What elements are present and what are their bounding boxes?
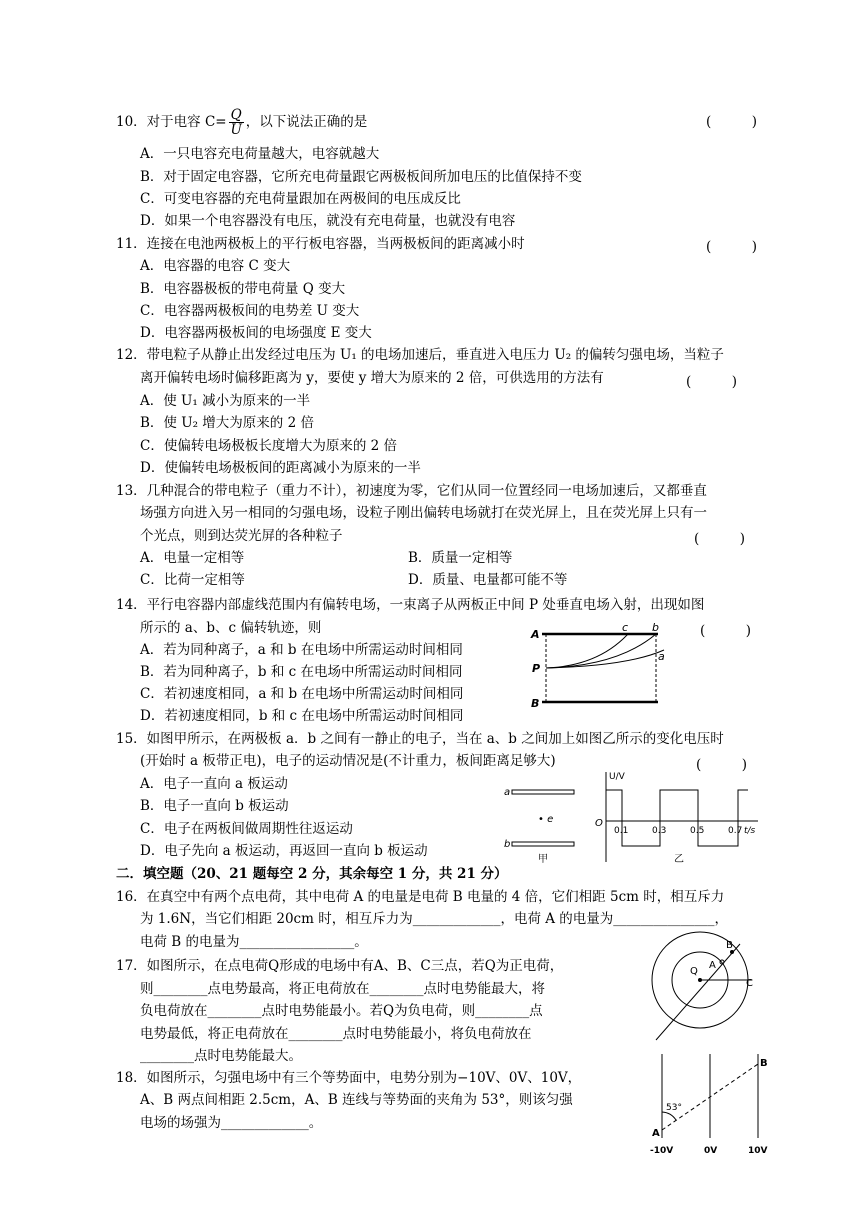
q15-answer-paren[interactable]: ( ) [696, 757, 748, 773]
q13-stem-line2: 场强方向进入另一相同的匀强电场，设粒子刚出偏转电场就打在荧光屏上，且在荧光屏上只有一 [140, 505, 707, 521]
tick-0-7: 0.7 [728, 826, 743, 836]
q10-option-a: A．一只电容充电荷量越大，电容就越大 [140, 146, 380, 162]
q12-option-c: C．使偏转电场极板长度增大为原来的 2 倍 [140, 438, 398, 454]
q12-stem-line2: 离开偏转电场时偏移距离为 y，要使 y 增大为原来的 2 倍，可供选用的方法有 [140, 370, 604, 386]
q14-answer-paren[interactable]: ( ) [700, 623, 752, 639]
q11-option-c: C．电容器两极板间的电势差 U 变大 [140, 303, 360, 319]
plate-a [512, 790, 574, 794]
field-line [656, 944, 740, 1040]
label-b-plate: B [531, 697, 540, 710]
tick-0-5: 0.5 [690, 826, 705, 836]
point-charge-field-figure [648, 930, 764, 1046]
q13-option-d: D．质量、电量都可能不等 [408, 572, 568, 588]
q10-option-c: C．可变电容器的充电荷量跟加在两极间的电压成反比 [140, 191, 461, 207]
figure-jia-plates [500, 770, 600, 866]
q11-answer-paren[interactable]: ( ) [706, 239, 758, 255]
t-axis-label: t/s [744, 826, 756, 836]
capacitance-fraction: $\frac{Q}{U}$ [230, 107, 242, 138]
q16-line2: 为 1.6N，当它们相距 20cm 时，相互斥力为_____________，电荷 A 的电量为_______________， [140, 911, 729, 927]
angle-arc [662, 1112, 676, 1120]
q17-line1: 17．如图所示，在点电荷Q形成的电场中有A、B、C三点，若Q为正电荷， [116, 958, 564, 974]
deflection-trajectory-figure [528, 620, 678, 714]
q17-line3: 负电荷放在________点时电势能最小。若Q为负电荷，则________点 [140, 1003, 543, 1019]
q17-line5: ________点时电势能最大。 [140, 1048, 302, 1064]
u-axis-label: U/V [609, 772, 625, 782]
origin-label: O [595, 818, 603, 829]
q10-option-b: B．对于固定电容器，它所充电荷量跟它两极板间所加电压的比值保持不变 [140, 169, 582, 185]
q18-line2: A、B 两点间相距 2.5cm，A、B 连线与等势面的夹角为 53°，则该匀强 [140, 1092, 573, 1108]
q14-option-c: C．若初速度相同，a 和 b 在电场中所需运动时间相同 [140, 686, 464, 702]
q15-option-b: B．电子一直向 b 板运动 [140, 798, 289, 814]
charge-q-dot [698, 978, 702, 982]
label-a: A [709, 960, 716, 971]
q10-stem: 10．对于电容 C= $\frac{Q}{U}$ ，以下说法正确的是 [116, 107, 368, 138]
label-b: B [726, 940, 733, 951]
q11-stem: 11．连接在电池两极板上的平行板电容器，当两极板间的距离减小时 [116, 236, 525, 252]
q15-option-a: A．电子一直向 a 板运动 [140, 776, 288, 792]
q11-option-b: B．电容器极板的带电荷量 Q 变大 [140, 281, 346, 297]
q16-line1: 16．在真空中有两个点电荷，其中电荷 A 的电量是电荷 B 电量的 4 倍，它们相距 5cm 时，相互斥力 [116, 889, 725, 905]
potential-label-minus10: -10V [650, 1146, 674, 1156]
q14-option-b: B．若为同种离子，b 和 c 在电场中所需运动时间相同 [140, 664, 463, 680]
label-b: B [760, 1058, 768, 1069]
square-wave [606, 790, 748, 846]
label-a-plate: A [531, 628, 540, 641]
q12-stem-line1: 12．带电粒子从静止出发经过电压为 U₁ 的电场加速后，垂直进入电压力 U₂ 的偏转匀强电场，当粒子 [116, 347, 724, 363]
q12-option-b: B．使 U₂ 增大为原来的 2 倍 [140, 415, 314, 431]
potential-label-0: 0V [704, 1146, 718, 1156]
label-a: a [658, 650, 665, 663]
q13-stem-line3: 个光点，则到达荧光屏的各种粒子 [140, 528, 343, 544]
label-b: b [652, 621, 659, 634]
q14-stem-line2: 所示的 a、b、c 偏转轨迹，则 [140, 620, 322, 636]
q15-option-d: D．电子先向 a 板运动，再返回一直向 b 板运动 [140, 843, 428, 859]
figure-jia-caption: 甲 [538, 854, 548, 865]
section-fill-in-heading: 二．填空题（20、21 题每空 2 分，其余每空 1 分，共 21 分） [116, 866, 508, 882]
q13-answer-paren[interactable]: ( ) [694, 531, 746, 547]
label-c: c [622, 621, 629, 634]
q14-option-a: A．若为同种离子，a 和 b 在电场中所需运动时间相同 [140, 642, 463, 658]
label-a: a [504, 787, 511, 798]
potential-label-10: 10V [748, 1146, 768, 1156]
q15-stem-line2: (开始时 a 板带正电)，电子的运动情况是(不计重力，板间距离足够大) [140, 753, 556, 769]
q12-option-a: A．使 U₁ 减小为原来的一半 [140, 393, 311, 409]
q12-answer-paren[interactable]: ( ) [686, 374, 738, 390]
label-b: b [504, 839, 511, 850]
uniform-field-figure [648, 1052, 772, 1158]
q17-line4: 电势最低，将正电荷放在________点时电势能最小，将负电荷放在 [140, 1026, 532, 1042]
q18-line3: 电场的场强为_____________。 [140, 1115, 323, 1131]
tick-0-3: 0.3 [652, 826, 667, 836]
q13-option-c: C．比荷一定相等 [140, 572, 245, 588]
q11-option-a: A．电容器的电容 C 变大 [140, 258, 291, 274]
plate-b [512, 842, 574, 846]
electron-label: • e [538, 814, 554, 825]
q15-stem-line1: 15．如图甲所示，在两极板 a．b 之间有一静止的电子，当在 a、b 之间加上如图乙所示的变化电压时 [116, 731, 724, 747]
q15-option-c: C．电子在两板间做周期性往返运动 [140, 821, 353, 837]
q14-option-d: D．若初速度相同，b 和 c 在电场中所需运动时间相同 [140, 708, 464, 724]
q12-option-d: D．使偏转电场极板间的距离减小为原来的一半 [140, 460, 421, 476]
q10-option-d: D．如果一个电容器没有电压，就没有充电荷量，也就没有电容 [140, 213, 516, 229]
trajectory-b [546, 634, 656, 668]
q18-line1: 18．如图所示，匀强电场中有三个等势面中，电势分别为−10V、0V、10V， [116, 1070, 582, 1086]
q11-option-d: D．电容器两极板间的电场强度 E 变大 [140, 325, 372, 341]
label-q: Q [690, 966, 698, 977]
q13-stem-line1: 13．几种混合的带电粒子（重力不计），初速度为零，它们从同一位置经同一电场加速后，又都垂直 [116, 483, 707, 499]
label-a: A [652, 1128, 660, 1139]
figure-yi-voltage-graph [588, 768, 764, 866]
q16-line3: 电荷 B 的电量为_________________。 [140, 934, 368, 950]
label-c: C [746, 978, 753, 989]
label-p: P [532, 662, 541, 675]
q14-stem-line1: 14．平行电容器内部虚线范围内有偏转电场，一束离子从两板正中间 P 处垂直电场入射，出现如图 [116, 597, 705, 613]
q17-line2: 则________点电势最高，将正电荷放在________点时电势能最大，将 [140, 981, 545, 997]
figure-yi-caption: 乙 [674, 854, 684, 865]
q13-option-a: A．电量一定相等 [140, 550, 245, 566]
tick-0-1: 0.1 [614, 826, 629, 836]
q10-answer-paren[interactable]: ( ) [706, 114, 758, 130]
angle-label: 53° [666, 1103, 682, 1113]
q13-option-b: B．质量一定相等 [408, 550, 513, 566]
